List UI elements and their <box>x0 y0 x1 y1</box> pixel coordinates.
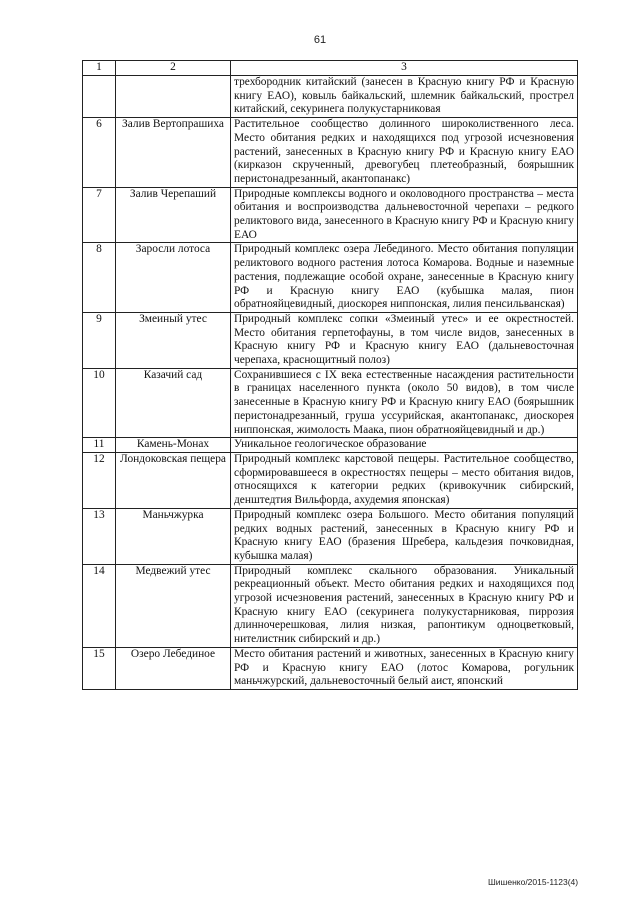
table-row <box>83 187 578 243</box>
header-col-1: 1 <box>83 61 116 76</box>
table-row <box>83 438 578 453</box>
site-description: Природный комплекс озера Лебединого. Место обитания популяции реликтового водного растения лотоса Комарова. Водные и наземные растения, подлежащие особой охране, занесенные в Красную книгу РФ и Красную книгу ЕАО (кубышка малая, пион обратнояйцевидный, диоскорея ниппонская, лилия пенсильванская) <box>231 243 578 313</box>
row-number <box>83 76 116 118</box>
row-number: 11 <box>83 438 116 453</box>
table-row <box>83 76 578 118</box>
site-description: Растительное сообщество долинного широколиственного леса. Место обитания редких и находящихся под угрозой исчезновения растений, занесенных в Красную книгу РФ и Красную книгу ЕАО (кирказон скрученный, древогубец плетеобразный, боярышник перистонадрезанный, акантопанакс) <box>231 118 578 188</box>
site-name: Маньчжурка <box>116 508 231 564</box>
site-name: Лондоковская пещера <box>116 452 231 508</box>
row-number: 8 <box>83 243 116 313</box>
site-name: Медвежий утес <box>116 564 231 647</box>
row-number: 10 <box>83 368 116 438</box>
table-row <box>83 564 578 647</box>
row-number: 7 <box>83 187 116 243</box>
table-row <box>83 368 578 438</box>
site-name: Залив Черепаший <box>116 187 231 243</box>
table-row <box>83 508 578 564</box>
header-col-2: 2 <box>116 61 231 76</box>
site-name <box>116 76 231 118</box>
table-row <box>83 312 578 368</box>
site-description: Природный комплекс сопки «Змеиный утес» и ее окрестностей. Место обитания герпетофауны, в том числе видов, занесенных в Красную книгу РФ и Красную книгу ЕАО (дальневосточная черепаха, краснощитный полоз) <box>231 312 578 368</box>
row-number: 12 <box>83 452 116 508</box>
site-description: трехбородник китайский (занесен в Красную книгу РФ и Красную книгу ЕАО), ковыль байкальский, шлемник байкальский, прострел китайский, секуринега полукустарниковая <box>231 76 578 118</box>
table-row <box>83 452 578 508</box>
header-col-3: 3 <box>231 61 578 76</box>
page-number: 61 <box>313 34 327 46</box>
row-number: 6 <box>83 118 116 188</box>
site-name: Озеро Лебединое <box>116 647 231 689</box>
site-name: Заросли лотоса <box>116 243 231 313</box>
site-description: Природный комплекс скального образования. Уникальный рекреационный объект. Место обитания редких и находящихся под угрозой исчезновения растений, занесенных в Красную книгу РФ и Красную книгу ЕАО (секуринега полукустарниковая, пиррозия длинночерешковая, лилия низкая, рапонтикум одноцветковый, нителистник сибирский и др.) <box>231 564 578 647</box>
row-number: 14 <box>83 564 116 647</box>
site-description: Место обитания растений и животных, занесенных в Красную книгу РФ и Красную книгу ЕАО (лотос Комарова, рогульник маньчжурский, дальневосточный белый аист, японский <box>231 647 578 689</box>
sites-table <box>82 60 578 690</box>
row-number: 15 <box>83 647 116 689</box>
document-reference: Шишенко/2015-1123(4) <box>488 877 579 887</box>
row-number: 13 <box>83 508 116 564</box>
site-description: Природные комплексы водного и околоводного пространства – места обитания и воспроизводства дальневосточной черепахи – редкого реликтового вида, занесенного в Красную книгу РФ и Красную книгу ЕАО <box>231 187 578 243</box>
site-description: Уникальное геологическое образование <box>231 438 578 453</box>
site-description: Природный комплекс озера Большого. Место обитания популяций редких водных растений, занесенных в Красную книгу РФ и Красную книгу ЕАО (бразения Шребера, кальдезия почковидная, кубышка малая) <box>231 508 578 564</box>
table-header-row <box>83 61 578 76</box>
site-description: Природный комплекс карстовой пещеры. Растительное сообщество, сформировавшееся в окрестностях пещеры – место обитания видов, относящихся к категории редких (кривокучник сибирский, денштедтия Вильфорда, ахудемия японская) <box>231 452 578 508</box>
site-name: Камень-Монах <box>116 438 231 453</box>
site-name: Казачий сад <box>116 368 231 438</box>
site-description: Сохранившиеся с IX века естественные насаждения растительности в границах населенного пункта (около 50 видов), в том числе занесенные в Красную книгу РФ и Красную книгу ЕАО (боярышник перистонадрезанный, груша уссурийская, акантопанакс, диоскорея ниппонская, жимолость Маака, пион обратнояйцевидный и др.) <box>231 368 578 438</box>
site-name: Змеиный утес <box>116 312 231 368</box>
row-number: 9 <box>83 312 116 368</box>
table-row <box>83 243 578 313</box>
site-name: Залив Вертопрашиха <box>116 118 231 188</box>
table-row <box>83 118 578 188</box>
table-row <box>83 647 578 689</box>
